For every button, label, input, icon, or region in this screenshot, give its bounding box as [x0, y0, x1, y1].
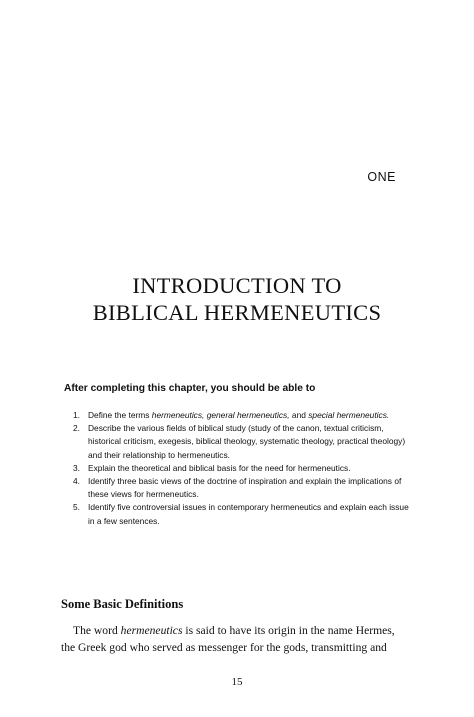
- objective-number: 1.: [73, 410, 80, 420]
- chapter-title-line-2: BIBLICAL HERMENEUTICS: [92, 300, 382, 325]
- chapter-title: [0, 272, 474, 326]
- page-number: 15: [231, 676, 243, 688]
- objective-text: Identify three basic views of the doctrine of inspiration and explain the implications of these views for hermeneutics.: [88, 476, 402, 500]
- objective-item: [73, 422, 413, 462]
- objective-item: [73, 409, 413, 422]
- objective-text: Describe the various fields of biblical study (study of the canon, textual criticism, historical criticism, exegesis, biblical theology, systematic theology, practical theology) and their relationship to hermeneutics.: [88, 423, 406, 460]
- objective-number: 3.: [73, 462, 80, 473]
- term-hermeneutics: hermeneutics: [120, 624, 183, 637]
- objectives-list: [73, 409, 413, 528]
- chapter-number: ONE: [367, 170, 396, 184]
- body-line-1-start: The word: [73, 624, 121, 637]
- objective-item: [73, 501, 413, 527]
- objective-number: 4.: [73, 476, 80, 487]
- objective-term: special hermeneutics.: [308, 410, 390, 420]
- body-line-1: [61, 623, 421, 640]
- objective-item: [73, 475, 413, 501]
- objective-term: hermeneutics, general hermeneutics,: [151, 410, 290, 420]
- objective-item: [73, 462, 413, 475]
- objective-text: Identify five controversial issues in contemporary hermeneutics and explain each issue in a few sentences.: [88, 502, 409, 526]
- objective-text: Explain the theoretical and biblical basis for the need for hermeneutics.: [88, 462, 351, 473]
- objective-text: and: [289, 410, 309, 420]
- section-heading: Some Basic Definitions: [61, 597, 184, 611]
- body-line-2: the Greek god who served as messenger for the gods, transmitting and: [61, 640, 387, 654]
- chapter-title-line-1: INTRODUCTION TO: [132, 273, 342, 298]
- objectives-heading: After completing this chapter, you should be able to: [64, 383, 316, 394]
- objective-number: 2.: [73, 423, 80, 434]
- objective-text: Define the terms: [88, 410, 152, 420]
- body-line-1-end: is said to have its origin in the name Hermes,: [182, 624, 395, 637]
- objective-number: 5.: [73, 502, 80, 513]
- body-paragraph: [61, 623, 421, 656]
